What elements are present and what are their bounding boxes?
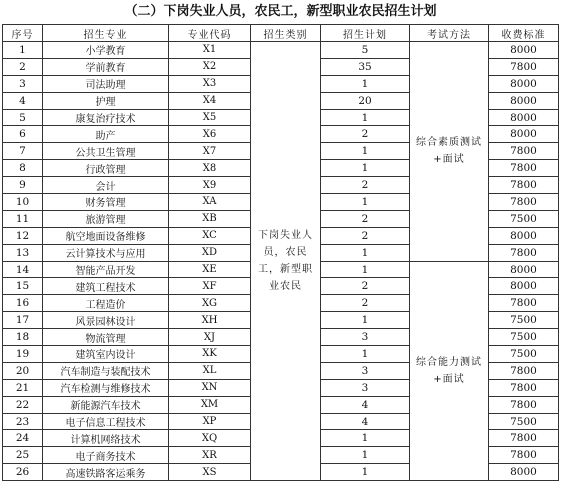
cell-category: 下岗失业人员，农民工，新型职业农民 bbox=[251, 42, 321, 481]
enrollment-table bbox=[2, 24, 559, 481]
cell-major: 工程造价 bbox=[43, 295, 169, 312]
cell-fee: 8000 bbox=[489, 126, 559, 143]
cell-major: 护理 bbox=[43, 92, 169, 109]
cell-no: 19 bbox=[3, 346, 43, 363]
cell-plan: 1 bbox=[321, 160, 410, 177]
cell-fee: 7500 bbox=[489, 312, 559, 329]
cell-plan: 1 bbox=[321, 261, 410, 278]
cell-plan: 2 bbox=[321, 278, 410, 295]
cell-plan: 2 bbox=[321, 295, 410, 312]
cell-code: XB bbox=[169, 210, 251, 227]
cell-exam-method: 综合素质测试+面试 bbox=[410, 42, 489, 262]
cell-fee: 7800 bbox=[489, 58, 559, 75]
cell-no: 16 bbox=[3, 295, 43, 312]
cell-no: 13 bbox=[3, 244, 43, 261]
cell-major: 新能源汽车技术 bbox=[43, 396, 169, 413]
cell-code: XM bbox=[169, 396, 251, 413]
cell-fee: 7800 bbox=[489, 396, 559, 413]
cell-no: 1 bbox=[3, 42, 43, 59]
cell-plan: 2 bbox=[321, 227, 410, 244]
cell-no: 3 bbox=[3, 75, 43, 92]
cell-code: X8 bbox=[169, 160, 251, 177]
cell-major: 风景园林设计 bbox=[43, 312, 169, 329]
cell-major: 行政管理 bbox=[43, 160, 169, 177]
cell-plan: 2 bbox=[321, 177, 410, 194]
cell-plan: 1 bbox=[321, 194, 410, 211]
cell-code: X3 bbox=[169, 75, 251, 92]
table-body bbox=[3, 42, 559, 481]
cell-code: XH bbox=[169, 312, 251, 329]
cell-code: XA bbox=[169, 194, 251, 211]
cell-code: XK bbox=[169, 346, 251, 363]
cell-major: 汽车制造与装配技术 bbox=[43, 362, 169, 379]
cell-no: 5 bbox=[3, 109, 43, 126]
cell-code: X1 bbox=[169, 42, 251, 59]
cell-major: 航空地面设备维修 bbox=[43, 227, 169, 244]
cell-no: 4 bbox=[3, 92, 43, 109]
cell-major: 会计 bbox=[43, 177, 169, 194]
cell-major: 公共卫生管理 bbox=[43, 143, 169, 160]
cell-major: 建筑工程技术 bbox=[43, 278, 169, 295]
cell-plan: 35 bbox=[321, 58, 410, 75]
cell-code: X9 bbox=[169, 177, 251, 194]
header-no: 序号 bbox=[3, 25, 43, 42]
cell-fee: 8000 bbox=[489, 109, 559, 126]
cell-no: 12 bbox=[3, 227, 43, 244]
cell-plan: 1 bbox=[321, 109, 410, 126]
cell-code: XJ bbox=[169, 329, 251, 346]
cell-plan: 1 bbox=[321, 346, 410, 363]
cell-code: XR bbox=[169, 447, 251, 464]
cell-code: X2 bbox=[169, 58, 251, 75]
cell-major: 电子信息工程技术 bbox=[43, 413, 169, 430]
cell-code: XL bbox=[169, 362, 251, 379]
cell-fee: 8000 bbox=[489, 464, 559, 481]
cell-plan: 4 bbox=[321, 413, 410, 430]
cell-fee: 7800 bbox=[489, 379, 559, 396]
cell-code: XS bbox=[169, 464, 251, 481]
cell-no: 10 bbox=[3, 194, 43, 211]
cell-plan: 1 bbox=[321, 143, 410, 160]
cell-no: 23 bbox=[3, 413, 43, 430]
cell-no: 7 bbox=[3, 143, 43, 160]
cell-no: 20 bbox=[3, 362, 43, 379]
cell-fee: 7800 bbox=[489, 244, 559, 261]
cell-fee: 8000 bbox=[489, 42, 559, 59]
cell-fee: 7800 bbox=[489, 160, 559, 177]
cell-no: 8 bbox=[3, 160, 43, 177]
header-exam: 考试方法 bbox=[410, 25, 489, 42]
cell-no: 25 bbox=[3, 447, 43, 464]
cell-fee: 7800 bbox=[489, 177, 559, 194]
cell-code: XE bbox=[169, 261, 251, 278]
cell-fee: 7800 bbox=[489, 362, 559, 379]
cell-plan: 3 bbox=[321, 329, 410, 346]
cell-major: 司法助理 bbox=[43, 75, 169, 92]
cell-plan: 1 bbox=[321, 447, 410, 464]
cell-plan: 5 bbox=[321, 42, 410, 59]
cell-plan: 1 bbox=[321, 312, 410, 329]
cell-plan: 2 bbox=[321, 210, 410, 227]
cell-plan: 3 bbox=[321, 379, 410, 396]
cell-fee: 8000 bbox=[489, 75, 559, 92]
cell-no: 18 bbox=[3, 329, 43, 346]
table-row bbox=[3, 42, 559, 59]
cell-code: XQ bbox=[169, 430, 251, 447]
header-category: 招生类别 bbox=[251, 25, 321, 42]
cell-code: X6 bbox=[169, 126, 251, 143]
cell-plan: 4 bbox=[321, 396, 410, 413]
cell-plan: 20 bbox=[321, 92, 410, 109]
cell-no: 6 bbox=[3, 126, 43, 143]
cell-code: XP bbox=[169, 413, 251, 430]
cell-no: 22 bbox=[3, 396, 43, 413]
cell-no: 24 bbox=[3, 430, 43, 447]
cell-no: 26 bbox=[3, 464, 43, 481]
cell-fee: 8000 bbox=[489, 261, 559, 278]
cell-fee: 7500 bbox=[489, 329, 559, 346]
cell-major: 旅游管理 bbox=[43, 210, 169, 227]
cell-fee: 8000 bbox=[489, 92, 559, 109]
cell-fee: 7500 bbox=[489, 210, 559, 227]
cell-major: 学前教育 bbox=[43, 58, 169, 75]
cell-no: 9 bbox=[3, 177, 43, 194]
header-fee: 收费标准 bbox=[489, 25, 559, 42]
header-plan: 招生计划 bbox=[321, 25, 410, 42]
cell-fee: 8000 bbox=[489, 227, 559, 244]
cell-plan: 3 bbox=[321, 362, 410, 379]
cell-major: 计算机网络技术 bbox=[43, 430, 169, 447]
cell-fee: 7800 bbox=[489, 143, 559, 160]
cell-major: 汽车检测与维修技术 bbox=[43, 379, 169, 396]
page-title: （二）下岗失业人员，农民工，新型职业农民招生计划 bbox=[124, 4, 437, 19]
header-row bbox=[3, 25, 559, 42]
cell-major: 康复治疗技术 bbox=[43, 109, 169, 126]
cell-fee: 7800 bbox=[489, 447, 559, 464]
cell-plan: 1 bbox=[321, 244, 410, 261]
cell-code: X5 bbox=[169, 109, 251, 126]
cell-no: 11 bbox=[3, 210, 43, 227]
cell-code: X4 bbox=[169, 92, 251, 109]
cell-fee: 7800 bbox=[489, 194, 559, 211]
cell-major: 高速铁路客运乘务 bbox=[43, 464, 169, 481]
cell-major: 助产 bbox=[43, 126, 169, 143]
cell-no: 21 bbox=[3, 379, 43, 396]
cell-code: XF bbox=[169, 278, 251, 295]
header-code: 专业代码 bbox=[169, 25, 251, 42]
cell-code: XN bbox=[169, 379, 251, 396]
cell-plan: 2 bbox=[321, 126, 410, 143]
cell-no: 14 bbox=[3, 261, 43, 278]
cell-no: 17 bbox=[3, 312, 43, 329]
cell-code: XC bbox=[169, 227, 251, 244]
cell-major: 物流管理 bbox=[43, 329, 169, 346]
cell-no: 15 bbox=[3, 278, 43, 295]
cell-code: XD bbox=[169, 244, 251, 261]
cell-major: 建筑室内设计 bbox=[43, 346, 169, 363]
cell-major: 智能产品开发 bbox=[43, 261, 169, 278]
cell-code: XG bbox=[169, 295, 251, 312]
cell-major: 小学教育 bbox=[43, 42, 169, 59]
cell-major: 财务管理 bbox=[43, 194, 169, 211]
cell-no: 2 bbox=[3, 58, 43, 75]
cell-plan: 1 bbox=[321, 464, 410, 481]
cell-major: 云计算技术与应用 bbox=[43, 244, 169, 261]
header-major: 招生专业 bbox=[43, 25, 169, 42]
cell-exam-method: 综合能力测试+面试 bbox=[410, 261, 489, 481]
cell-fee: 7800 bbox=[489, 295, 559, 312]
cell-fee: 7800 bbox=[489, 430, 559, 447]
cell-fee: 8000 bbox=[489, 278, 559, 295]
cell-code: X7 bbox=[169, 143, 251, 160]
cell-fee: 7500 bbox=[489, 413, 559, 430]
cell-plan: 1 bbox=[321, 430, 410, 447]
cell-plan: 1 bbox=[321, 75, 410, 92]
cell-fee: 7500 bbox=[489, 346, 559, 363]
cell-major: 电子商务技术 bbox=[43, 447, 169, 464]
